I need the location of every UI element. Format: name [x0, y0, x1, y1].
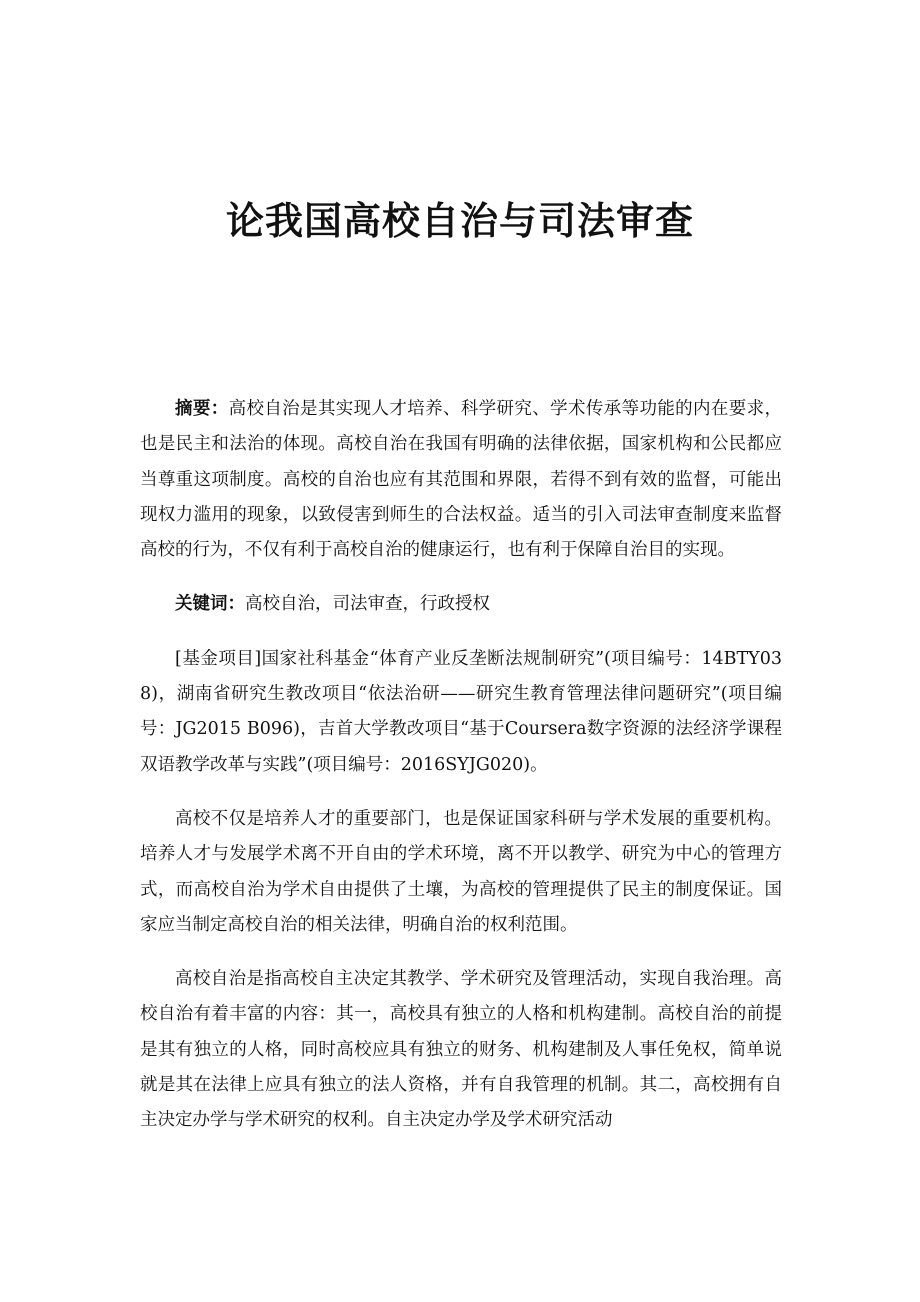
fund-paragraph: [基金项目]国家社科基金“体育产业反垄断法规制研究”(项目编号：14BTY038)，湖南省研究生教改项目“依法治研——研究生教育管理法律问题研究”(项目编号：JG2015 B096)，吉首大学教改项目“基于Coursera数字资源的法经济学课程双语教学改革与实践”(项目编号：2016SYJG020)。	[140, 648, 782, 775]
document-body	[140, 392, 782, 1158]
abstract-text: 高校自治是其实现人才培养、科学研究、学术传承等功能的内在要求，也是民主和法治的体现。高校自治在我国有明确的法律依据，国家机构和公民都应当尊重这项制度。高校的自治也应有其范围和界限，若得不到有效的监督，可能出现权力滥用的现象，以致侵害到师生的合法权益。适当的引入司法审查制度来监督高校的行为，不仅有利于高校自治的健康运行，也有利于保障自治目的实现。	[140, 399, 783, 561]
keywords-label: 关键词：	[175, 594, 245, 615]
keywords-paragraph	[140, 587, 782, 622]
body-paragraph-1: 高校不仅是培养人才的重要部门，也是保证国家科研与学术发展的重要机构。培养人才与发展学术离不开自由的学术环境，离不开以教学、研究为中心的管理方式，而高校自治为学术自由提供了土壤，为高校的管理提供了民主的制度保证。国家应当制定高校自治的相关法律，明确自治的权利范围。	[140, 808, 782, 935]
abstract-paragraph	[140, 392, 782, 568]
body-paragraph-2: 高校自治是指高校自主决定其教学、学术研究及管理活动，实现自我治理。高校自治有着丰富的内容：其一，高校具有独立的人格和机构建制。高校自治的前提是其有独立的人格，同时高校应具有独立的财务、机构建制及人事任免权，简单说就是其在法律上应具有独立的法人资格，并有自我管理的机制。其二，高校拥有自主决定办学与学术研究的权利。自主决定办学及学术研究活动	[140, 969, 782, 1131]
keywords-text: 高校自治，司法审查，行政授权	[245, 594, 490, 615]
document-title: 论我国高校自治与司法审查	[225, 199, 694, 243]
abstract-label: 摘要：	[175, 399, 229, 419]
